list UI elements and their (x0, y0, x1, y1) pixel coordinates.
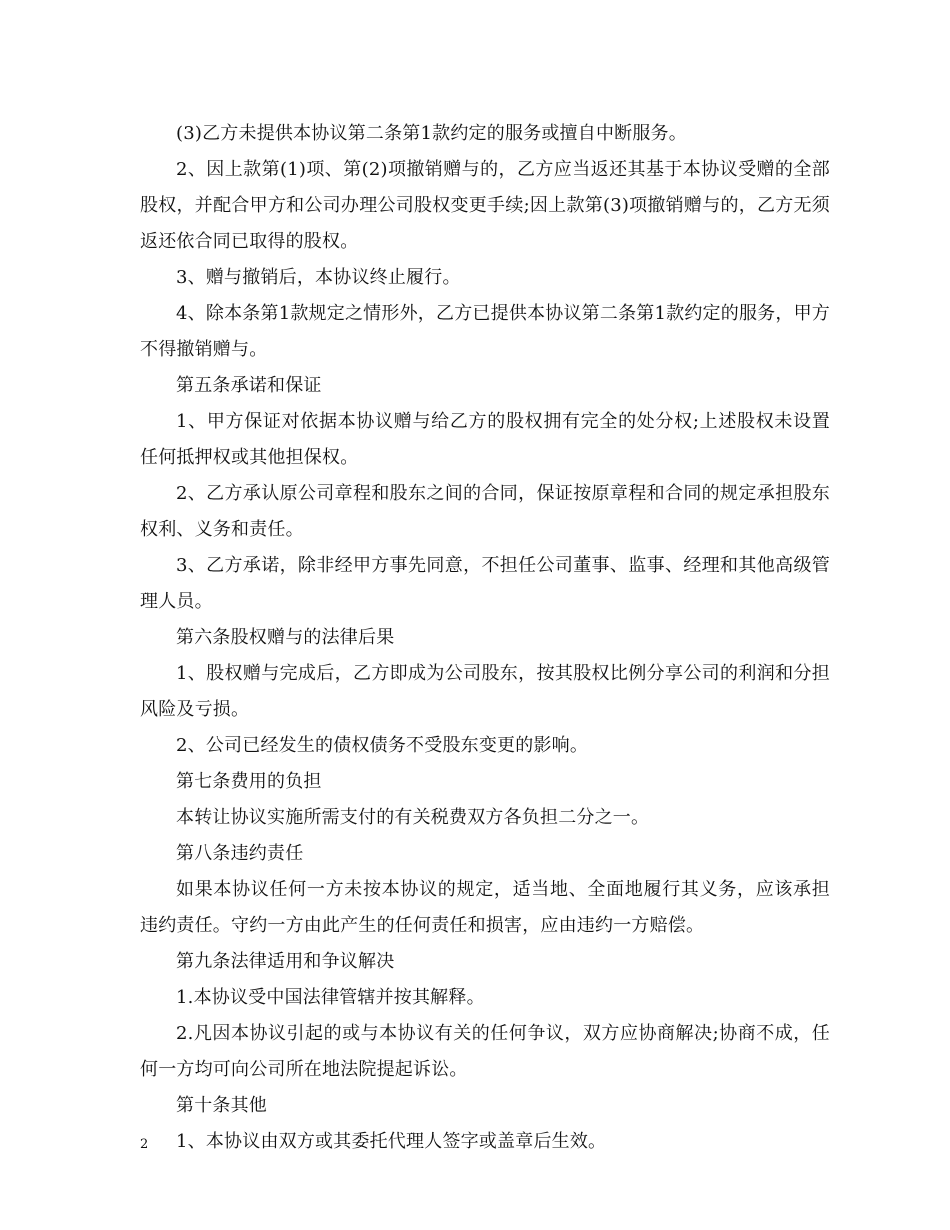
section-heading: 第八条违约责任 (176, 843, 304, 864)
section-heading: 第五条承诺和保证 (176, 375, 322, 396)
paragraph: 1、股权赠与完成后，乙方即成为公司股东，按其股权比例分享公司的利润和分担风险及亏损。 (140, 663, 830, 720)
document-body (140, 116, 830, 1160)
section-heading: 第七条费用的负担 (176, 771, 322, 792)
paragraph: 本转让协议实施所需支付的有关税费双方各负担二分之一。 (176, 807, 650, 828)
paragraph: 1、本协议由双方或其委托代理人签字或盖章后生效。 (176, 1131, 607, 1152)
section-heading: 第六条股权赠与的法律后果 (176, 627, 395, 648)
paragraph: 3、乙方承诺，除非经甲方事先同意，不担任公司董事、监事、经理和其他高级管理人员。 (140, 555, 830, 612)
paragraph: 2、乙方承认原公司章程和股东之间的合同，保证按原章程和合同的规定承担股东权利、义务和责任。 (140, 483, 830, 540)
paragraph: 1、甲方保证对依据本协议赠与给乙方的股权拥有完全的处分权;上述股权未设置任何抵押权或其他担保权。 (140, 411, 830, 468)
paragraph: 3、赠与撤销后，本协议终止履行。 (176, 267, 461, 288)
page-number: 2 (140, 1137, 149, 1152)
section-heading: 第九条法律适用和争议解决 (176, 951, 395, 972)
paragraph: 4、除本条第1款规定之情形外，乙方已提供本协议第二条第1款约定的服务，甲方不得撤销赠与。 (140, 303, 830, 360)
paragraph: 1.本协议受中国法律管辖并按其解释。 (176, 987, 485, 1008)
paragraph: 如果本协议任何一方未按本协议的规定，适当地、全面地履行其义务，应该承担违约责任。守约一方由此产生的任何责任和损害，应由违约一方赔偿。 (140, 879, 830, 936)
paragraph: (3)乙方未提供本协议第二条第1款约定的服务或擅自中断服务。 (176, 123, 687, 144)
section-heading: 第十条其他 (176, 1095, 267, 1116)
paragraph: 2.凡因本协议引起的或与本协议有关的任何争议，双方应协商解决;协商不成，任何一方均可向公司所在地法院提起诉讼。 (140, 1023, 830, 1080)
paragraph: 2、公司已经发生的债权债务不受股东变更的影响。 (176, 735, 589, 756)
paragraph: 2、因上款第(1)项、第(2)项撤销赠与的，乙方应当返还其基于本协议受赠的全部股权，并配合甲方和公司办理公司股权变更手续;因上款第(3)项撤销赠与的，乙方无须返还依合同已取得的股权。 (140, 159, 830, 252)
